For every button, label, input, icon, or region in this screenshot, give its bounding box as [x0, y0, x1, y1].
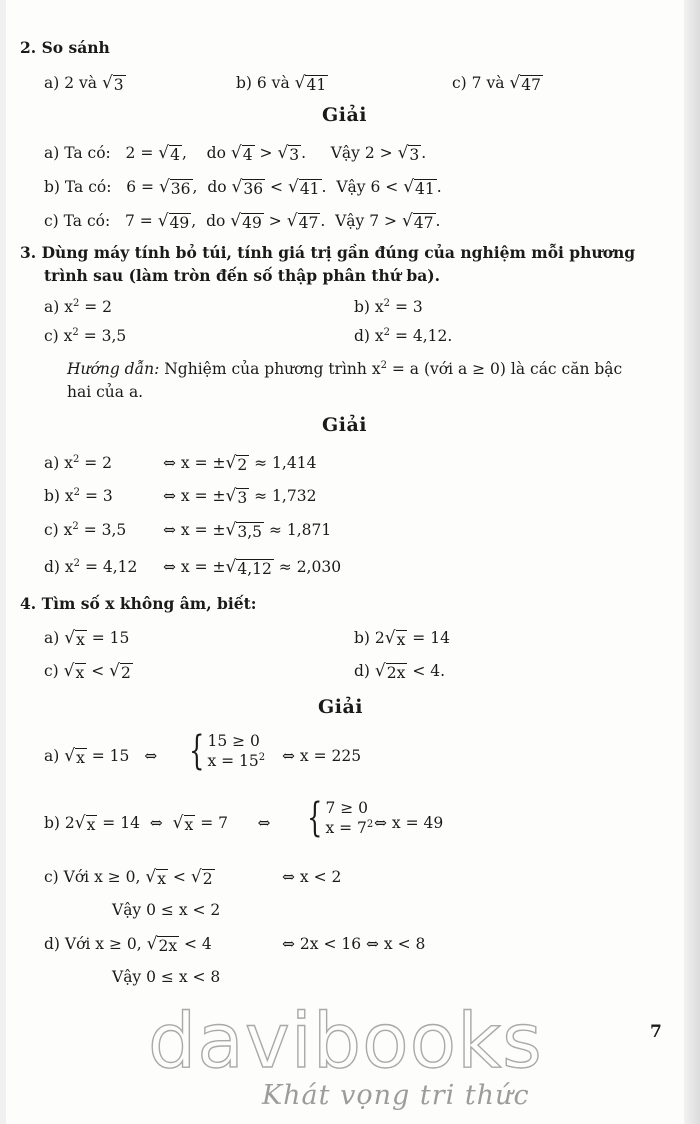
- exercise-2b: b) 6 và √ 41: [236, 73, 327, 94]
- watermark-tagline: Khát vọng tri thức: [262, 1080, 530, 1111]
- exercise-3a: a) $x^2 = 2$: [44, 298, 113, 316]
- solution-2c: c) Ta có: 7 = √ 49 , do √ 49 > √ 47 . Vậy 7 > √ 47 .: [44, 211, 441, 232]
- solution-4c-conclusion: Vậy 0 ≤ x < 2: [112, 901, 221, 919]
- solution-4b: b) 2 √ x = 14 ⇔ √ x = 7 ⇔: [44, 813, 271, 834]
- exercise-3-title-line1: 3. Dùng máy tính bỏ túi, tính giá trị gần đúng của nghiệm mỗi phương: [20, 243, 636, 262]
- watermark-logo: davibooks: [148, 996, 543, 1085]
- solution-3c: c) $x^2 = 3,5$: [44, 521, 127, 539]
- solution-3d-result: ⇔ x = ± √ 4,12 ≈ 2,030: [163, 557, 342, 578]
- solution-4b-system: { 7 ≥ 0 $x = 7^2$: [307, 795, 374, 841]
- solution-3b-result: ⇔ x = ± √ 3 ≈ 1,732: [163, 486, 317, 507]
- exercise-4d: d) √ 2x < 4.: [354, 661, 446, 682]
- solution-4a: a) √ x = 15 ⇔: [44, 746, 158, 767]
- exercise-3c: c) $x^2 = 3,5$: [44, 327, 127, 345]
- page-number: 7: [650, 1022, 662, 1042]
- solution-heading-2: Giải: [322, 104, 367, 126]
- exercise-2c: c) 7 và √ 47: [452, 73, 541, 94]
- brace-icon: {: [189, 728, 205, 774]
- exercise-3-hint-line1: Hướng dẫn: Nghiệm của phương trình $x^2 = a$ (với a ≥ 0) là các căn bậc: [67, 360, 623, 378]
- solution-4b-result: ⇔ x = 49: [374, 814, 444, 832]
- solution-heading-3: Giải: [322, 414, 367, 436]
- solution-3d: d) $x^2 = 4,12$: [44, 558, 138, 576]
- exercise-3-title-line2: trình sau (làm tròn đến số thập phân thứ ba).: [44, 266, 441, 285]
- solution-2b: b) Ta có: 6 = √ 36 , do √ 36 < √ 41 . Vậy 6 < √ 41 .: [44, 177, 442, 198]
- exercise-4-title: 4. Tìm số x không âm, biết:: [20, 594, 257, 613]
- exercise-2a: a) 2 và √ 3: [44, 73, 124, 94]
- solution-4a-system: { 15 ≥ 0 $x = 15^2$: [189, 728, 266, 774]
- solution-4c-result: ⇔ x < 2: [282, 868, 342, 886]
- exercise-2-title: 2. So sánh: [20, 38, 110, 57]
- solution-4c: c) Với x ≥ 0, √ x < √ 2: [44, 867, 213, 888]
- page-right-edge: [684, 0, 700, 1124]
- exercise-4b: b) 2 √ x = 14: [354, 628, 450, 649]
- solution-heading-4: Giải: [318, 696, 363, 718]
- solution-4d-conclusion: Vậy 0 ≤ x < 8: [112, 968, 221, 986]
- exercise-4c: c) √ x < √ 2: [44, 661, 131, 682]
- exercise-3b: b) $x^2 = 3$: [354, 298, 423, 316]
- brace-icon: {: [307, 795, 323, 841]
- exercise-3-hint-line2: hai của a.: [67, 383, 144, 401]
- solution-3b: b) $x^2 = 3$: [44, 487, 113, 505]
- exercise-3d: d) $x^2 = 4,12$.: [354, 327, 453, 345]
- solution-3a: a) $x^2 = 2$: [44, 454, 113, 472]
- solution-4a-result: ⇔ x = 225: [282, 747, 362, 765]
- solution-4d-result: ⇔ 2x < 16 ⇔ x < 8: [282, 935, 426, 953]
- solution-3a-result: ⇔ x = ± √ 2 ≈ 1,414: [163, 453, 317, 474]
- solution-2a: a) Ta có: 2 = √ 4 , do √ 4 > √ 3 . Vậy 2 > √ 3 .: [44, 143, 427, 164]
- page-left-edge: [0, 0, 6, 1124]
- solution-4d: d) Với x ≥ 0, √ 2x < 4: [44, 934, 212, 955]
- solution-3c-result: ⇔ x = ± √ 3,5 ≈ 1,871: [163, 520, 332, 541]
- exercise-4a: a) √ x = 15: [44, 628, 130, 649]
